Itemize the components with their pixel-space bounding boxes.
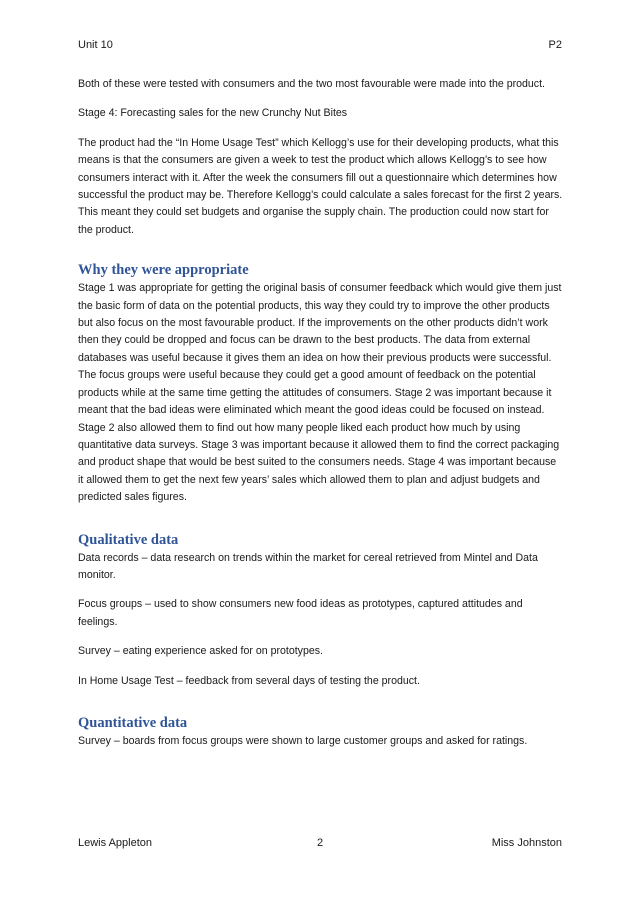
quantitative-item: Survey – boards from focus groups were shown to large customer groups and asked for ratings. bbox=[78, 734, 528, 747]
intro-paragraph-1: Both of these were tested with consumers and the two most favourable were made into the product. bbox=[78, 78, 545, 90]
qualitative-item: In Home Usage Test – feedback from several days of testing the product. bbox=[78, 674, 420, 687]
qualitative-item: Focus groups – used to show consumers new food ideas as prototypes, captured attitudes and feelings. bbox=[78, 598, 523, 628]
why-paragraph: Stage 1 was appropriate for getting the original basis of consumer feedback which would give them just the basic form of data on the potential products, this way they could try to improve the other products but also focus on the most favourable product. If the improvements on the other products didn’t work then they could be dropped and focus can be drawn to the best products. The data from external databases was useful because it gives them an idea on how their previous products were successful. The focus groups were useful because they could get a good amount of feedback on the potential products while at the same time getting the attitudes of consumers. Stage 2 was important because it meant that the bad ideas were eliminated which meant the good ideas could be focused on instead. Stage 2 also allowed them to find out how many people liked each product how much by using quantitative data surveys. Stage 3 was important because it allowed them to find the correct packaging and product shape that would be best suited to the consumers needs. Stage 4 was important because it allowed them to get the next few years’ sales which allowed them to plan and adjust budgets and predicted sales figures. bbox=[78, 282, 562, 504]
header-code: P2 bbox=[548, 39, 562, 51]
qualitative-item: Survey – eating experience asked for on prototypes. bbox=[78, 645, 323, 658]
page-number: 2 bbox=[316, 837, 324, 849]
footer-teacher: Miss Johnston bbox=[491, 837, 562, 849]
qualitative-item: Data records – data research on trends within the market for cereal retrieved from Mintel and Data monitor. bbox=[78, 551, 538, 581]
stage-4-heading: Stage 4: Forecasting sales for the new Crunchy Nut Bites bbox=[78, 107, 348, 120]
section-heading-why: Why they were appropriate bbox=[78, 262, 249, 279]
page-header bbox=[78, 38, 562, 52]
section-heading-quantitative: Quantitative data bbox=[78, 714, 188, 731]
section-heading-qualitative: Qualitative data bbox=[78, 531, 179, 548]
page-content bbox=[78, 76, 564, 762]
header-unit: Unit 10 bbox=[78, 39, 113, 51]
intro-paragraph-3: The product had the “In Home Usage Test” which Kellogg’s use for their developing products, what this means is that the consumers are given a week to test the product which allows Kellogg’s to see how consumers interact with it. After the week the consumers fill out a questionnaire which determines how successful the product may be. Therefore Kellogg’s could calculate a sales forecast for the first 2 years. This meant they could set budgets and organise the supply chain. The production could now start for the product. bbox=[78, 136, 563, 236]
footer-author: Lewis Appleton bbox=[78, 837, 152, 849]
page-footer bbox=[78, 836, 562, 850]
